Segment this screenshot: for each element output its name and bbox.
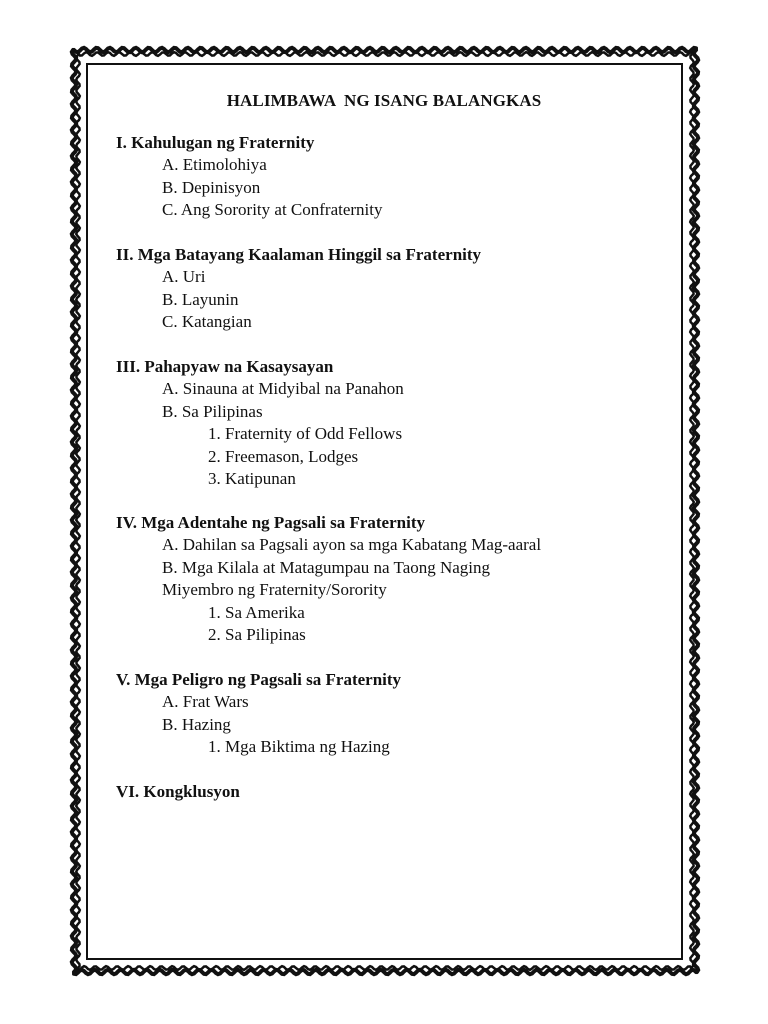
outline-item-continuation: Miyembro ng Fraternity/Sorority	[162, 580, 387, 600]
outline-subitem: 3. Katipunan	[208, 468, 296, 488]
outline-section-1	[116, 132, 716, 222]
outline-item: B. Sa Pilipinas	[162, 401, 263, 421]
outline-section-3	[116, 356, 716, 490]
outline-subitem: 1. Fraternity of Odd Fellows	[208, 424, 403, 444]
outline-item: B. Layunin	[162, 289, 239, 309]
outline-item: C. Ang Sorority at Confraternity	[162, 200, 383, 220]
section-heading: III. Pahapyaw na Kasaysayan	[116, 357, 334, 376]
outline-item: A. Uri	[162, 267, 206, 287]
outline-subitem: 1. Sa Amerika	[208, 602, 305, 622]
outline-item: A. Etimolohiya	[162, 155, 267, 175]
outline-item: A. Sinauna at Midyibal na Panahon	[162, 379, 404, 399]
outline-section-4	[116, 512, 716, 646]
outline-section-2	[116, 244, 716, 334]
section-heading: II. Mga Batayang Kaalaman Hinggil sa Fraternity	[116, 245, 482, 264]
page-title: HALIMBAWA NG ISANG BALANGKAS	[226, 91, 542, 110]
outline-section-5	[116, 669, 716, 759]
outline-item: B. Hazing	[162, 714, 231, 734]
section-heading: I. Kahulugan ng Fraternity	[116, 133, 315, 152]
section-heading: V. Mga Peligro ng Pagsali sa Fraternity	[116, 670, 402, 689]
outline-section-6	[116, 781, 716, 803]
outline-subitem: 2. Sa Pilipinas	[208, 624, 306, 644]
outline-item: B. Depinisyon	[162, 177, 261, 197]
outline-subitem: 1. Mga Biktima ng Hazing	[208, 737, 390, 757]
outline-item: B. Mga Kilala at Matagumpau na Taong Naging	[162, 557, 491, 577]
section-heading: IV. Mga Adentahe ng Pagsali sa Fraternity	[116, 513, 425, 532]
section-heading: VI. Kongklusyon	[116, 782, 240, 801]
outline-item: A. Dahilan sa Pagsali ayon sa mga Kabatang Mag-aaral	[162, 535, 542, 555]
outline-subitem: 2. Freemason, Lodges	[208, 446, 359, 466]
outline-item: C. Katangian	[162, 312, 252, 332]
outline-item: A. Frat Wars	[162, 692, 249, 712]
